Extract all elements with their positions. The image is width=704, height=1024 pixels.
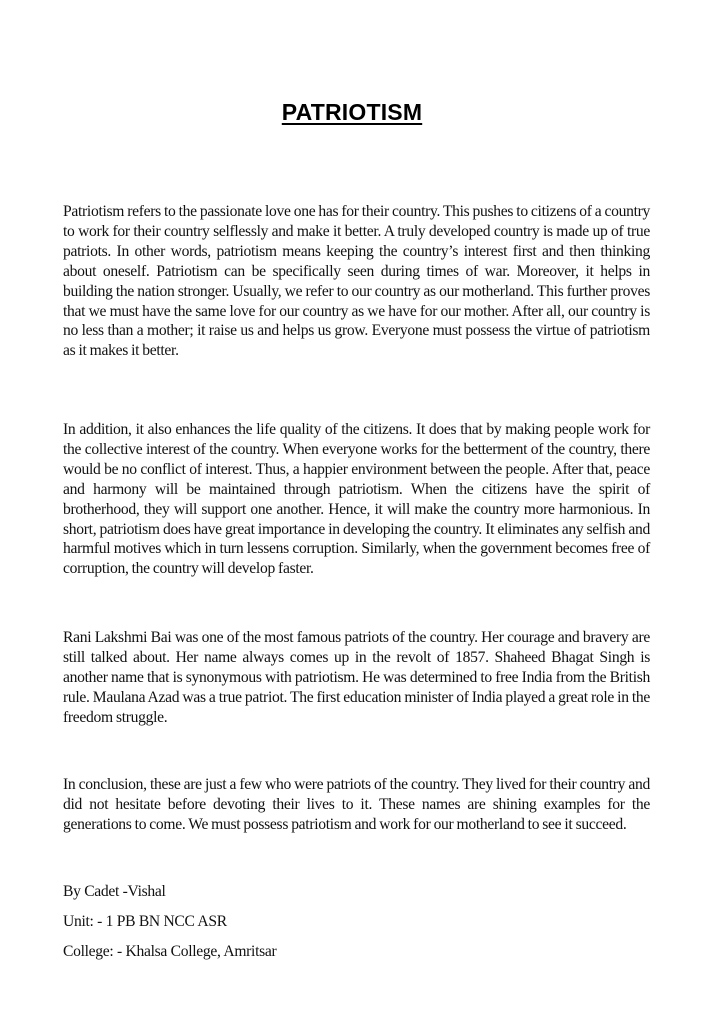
paragraph-benefits: In addition, it also enhances the life quality of the citizens. It does that by making people work for the collective interest of the country. When everyone works for the betterment of the country, there would be no conflict of interest. Thus, a happier environment between the people. After that, peace and harmony will be maintained through patriotism. When the citizens have the spirit of brotherhood, they will support one another. Hence, it will make the country more harmonious. In short, patriotism does have great importance in developing the country. It eliminates any selfish and harmful motives which in turn lessens corruption. Similarly, when the government becomes free of corruption, the country will develop faster. [63,421,650,578]
document-title [0,99,704,126]
signature-unit: Unit: - 1 PB BN NCC ASR [63,913,227,930]
paragraph-conclusion: In conclusion, these are just a few who were patriots of the country. They lived for their country and did not hesitate before devoting their lives to it. These names are shining examples for the generations to come. We must possess patriotism and work for our motherland to see it succeed. [63,776,650,833]
paragraph-examples: Rani Lakshmi Bai was one of the most famous patriots of the country. Her courage and bravery are still talked about. Her name always comes up in the revolt of 1857. Shaheed Bhagat Singh is another name that is synonymous with patriotism. He was determined to free India from the British rule. Maulana Azad was a true patriot. The first education minister of India played a great role in the freedom struggle. [63,629,650,726]
document-title-text: PATRIOTISM [281,99,423,125]
paragraph-intro: Patriotism refers to the passionate love one has for their country. This pushes to citizens of a country to work for their country selflessly and make it better. A truly developed country is made up of true patriots. In other words, patriotism means keeping the country’s interest first and then thinking about oneself. Patriotism can be specifically seen during times of war. Moreover, it helps in building the nation stronger. Usually, we refer to our country as our motherland. This further proves that we must have the same love for our country as we have for our mother. After all, our country is no less than a mother; it raise us and helps us grow. Everyone must possess the virtue of patriotism as it makes it better. [63,203,650,360]
signature-college: College: - Khalsa College, Amritsar [63,943,277,960]
signature-author: By Cadet -Vishal [63,883,166,900]
